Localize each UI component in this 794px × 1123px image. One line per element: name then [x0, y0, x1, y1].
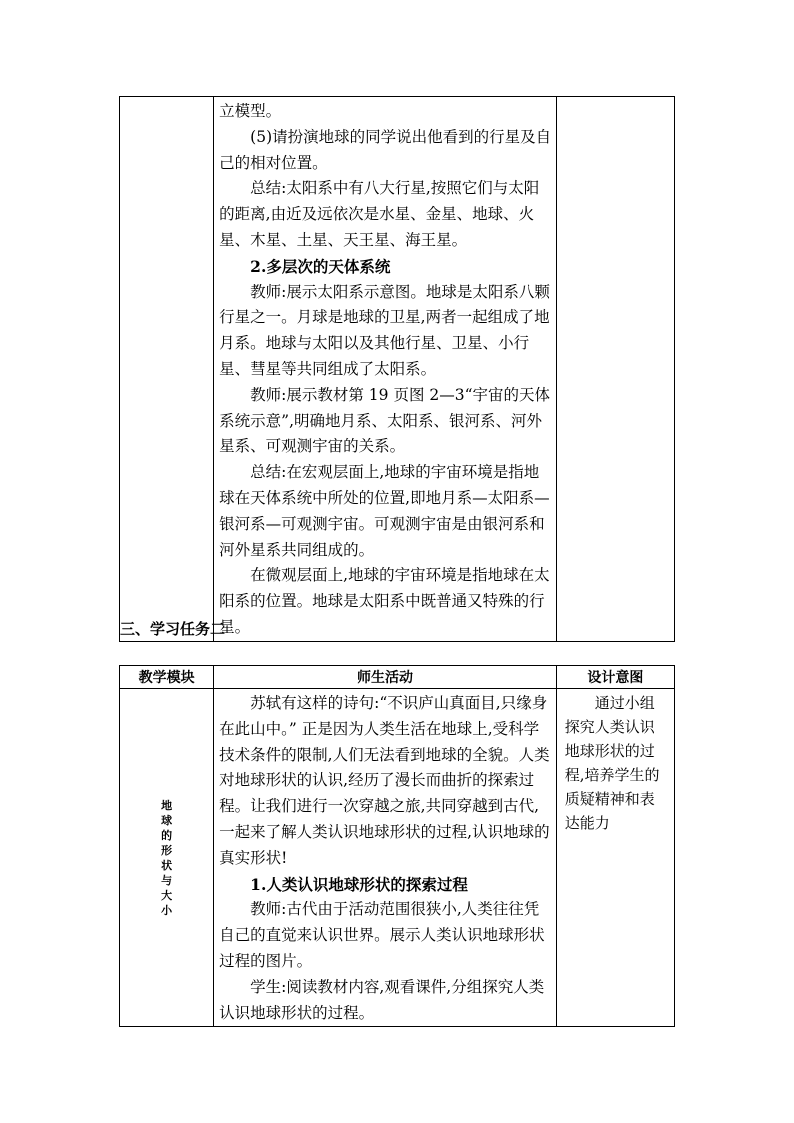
paragraph: 教师:展示太阳系示意图。地球是太阳系八颗行星之一。月球是地球的卫星,两者一起组成了地月系。地球与太阳以及其他行星、卫星、小行星、彗星等共同组成了太阳系。 — [219, 282, 550, 378]
activity-cell — [214, 97, 557, 642]
paragraph: 苏轼有这样的诗句:“不识庐山真面目,只缘身在此山中。” 正是因为人类生活在地球上,受科学技术条件的限制,人们无法看到地球的全貌。人类对地球形状的认识,经历了漫长而曲折的探索过程。让我们进行一次穿越之旅,共同穿越到古代,一起来了解人类认识地球形状的过程,认识地球的真实形状! — [219, 694, 550, 867]
table-row — [120, 97, 675, 642]
activity-content — [214, 97, 556, 641]
paragraph: 总结:在宏观层面上,地球的宇宙环境是指地球在天体系统中所处的位置,即地月系—太阳系—银河系—可观测宇宙。可观测宇宙是由银河系和河外星系共同组成的。 — [219, 463, 550, 559]
paragraph: (5)请扮演地球的同学说出他看到的行星及自己的相对位置。 — [219, 127, 552, 172]
intent-cell-empty — [556, 97, 674, 642]
paragraph: 立模型。 — [219, 102, 282, 120]
design-intent: 通过小组探究人类认识地球形状的过程,培养学生的质疑精神和表达能力 — [564, 694, 660, 832]
intent-cell — [556, 689, 674, 1027]
table-header-row — [120, 666, 675, 689]
lesson-table — [119, 665, 675, 1027]
header-activity: 师生活动 — [214, 666, 557, 689]
header-intent: 设计意图 — [556, 666, 674, 689]
module-cell — [120, 689, 214, 1027]
paragraph: 学生:阅读教材内容,观看课件,分组探究人类认识地球形状的过程。 — [219, 977, 545, 1022]
lesson-table-continued — [119, 96, 675, 642]
header-module: 教学模块 — [120, 666, 214, 689]
subsection-heading: 1.人类认识地球形状的探索过程 — [250, 874, 468, 894]
paragraph: 教师:展示教材第 19 页图 2—3“宇宙的天体系统示意”,明确地月系、太阳系、银河系、河外星系、可观测宇宙的关系。 — [219, 385, 551, 456]
activity-content — [214, 689, 556, 1026]
table-row — [120, 689, 675, 1027]
module-cell-empty — [120, 97, 214, 642]
section-heading: 三、学习任务二 — [120, 620, 226, 638]
activity-cell — [214, 689, 557, 1027]
paragraph: 在微观层面上,地球的宇宙环境是指地球在太阳系的位置。地球是太阳系中既普通又特殊的行星。 — [219, 566, 550, 636]
subsection-heading: 2.多层次的天体系统 — [250, 256, 391, 276]
paragraph: 教师:古代由于活动范围很狭小,人类往往凭自己的直觉来认识世界。展示人类认识地球形状过程的图片。 — [219, 900, 545, 970]
paragraph: 总结:太阳系中有八大行星,按照它们与太阳的距离,由近及远依次是水星、金星、地球、火星、木星、土星、天王星、海王星。 — [219, 179, 540, 249]
module-label: 地球的形状与大小 — [161, 798, 173, 917]
